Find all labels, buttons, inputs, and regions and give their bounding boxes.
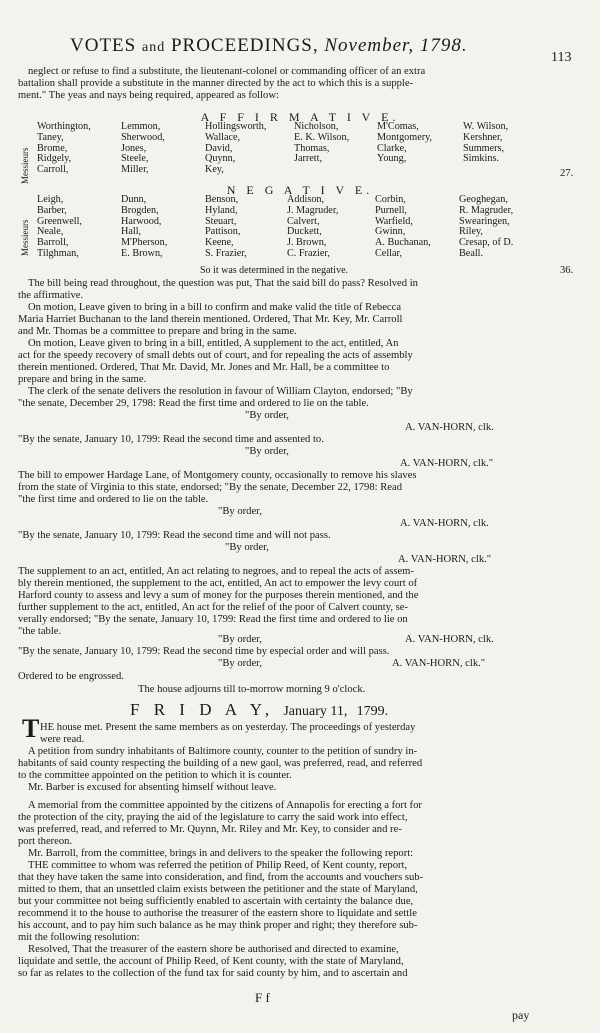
vote-name: A. Buchanan, [375, 237, 431, 249]
vote-name: Taney, [37, 131, 64, 143]
vote-name: Summers, [463, 142, 505, 154]
text-line: from the state of Virginia to this state, endorsed; "By the senate, December 22, 1798: Read [18, 482, 402, 493]
text-line: verally endorsed; "By the senate, January 10, 1799: Read the first time and ordered to lie on [18, 614, 408, 625]
vote-name: Barber, [37, 204, 67, 216]
text-line: Harford county to assess and levy a sum of money for the purposes therein mentioned, and the [18, 590, 419, 601]
vote-name: Brogden, [121, 204, 159, 216]
vote-column [377, 122, 432, 165]
signature-mark: F f [255, 990, 270, 1005]
vote-name: Miller, [121, 164, 149, 176]
text-line: Maria Harriet Buchanan to the land therein mentioned. Ordered, That Mr. Key, Mr. Carroll [18, 314, 403, 325]
vote-name: C. Frazier, [287, 247, 330, 259]
text-line: "By the senate, January 10, 1799: Read the second time and assented to. [18, 434, 324, 445]
text-line: "By order, [218, 634, 262, 645]
text-line: recommend it to the house to authorise the treasurer of the eastern shore to liquidate and settle [18, 908, 417, 919]
text-line: to the committee appointed on the petition to which it is counter. [18, 770, 292, 781]
messieurs-label: Messieurs [20, 147, 30, 184]
affirmative-heading: A F F I R M A T I V E. [200, 110, 400, 124]
vote-column [375, 195, 431, 260]
running-header [70, 35, 468, 57]
text-line: A. VAN-HORN, clk." [398, 554, 492, 565]
text-line: was preferred, read, and referred to Mr. Quynn, Mr. Riley and Mr. Key, to consider and re- [18, 824, 402, 835]
vote-name: Beall. [459, 247, 484, 259]
text-line: A. VAN-HORN, clk. [400, 518, 489, 529]
text-line: "By order, [218, 506, 262, 517]
text-line: A memorial from the committee appointed by the citizens of Annapolis for erecting a fort for [28, 800, 422, 811]
vote-name: Addison, [287, 194, 325, 205]
vote-name: Key, [205, 164, 224, 176]
vote-name: Clarke, [377, 142, 407, 154]
text-line: habitants of said county respecting the building of a new gaol, was preferred, read, and referred [18, 758, 423, 769]
header-proceedings: PROCEEDINGS, [170, 35, 319, 56]
text-line: Mr. Barroll, from the committee, brings in and delivers to the speaker the following report: [28, 848, 414, 859]
vote-name: Ridgely, [37, 153, 72, 165]
vote-name: E. Brown, [121, 247, 163, 259]
vote-column [459, 195, 513, 260]
vote-name: Keene, [205, 237, 234, 249]
text-line: ment." The yeas and nays being required, appeared as follow: [18, 90, 279, 101]
negative-heading: N E G A T I V E. [226, 183, 374, 197]
friday-heading [130, 700, 388, 720]
vote-name: Cresap, of D. [459, 237, 514, 249]
text-line: Mr. Barber is excused for absenting himself without leave. [28, 782, 277, 793]
page-number: 113 [551, 50, 572, 65]
vote-name: J. Brown, [287, 237, 327, 249]
vote-name: R. Magruder, [459, 204, 514, 216]
vote-name: Jarrett, [294, 153, 323, 165]
vote-name: Hollingsworth, [205, 121, 267, 132]
vote-name: Purnell, [375, 204, 407, 216]
catchword: pay [512, 1008, 530, 1022]
text-line: were read. [40, 734, 85, 745]
vote-name: Dunn, [121, 194, 147, 205]
text-line: The clerk of the senate delivers the resolution in favour of William Clayton, endorsed; "By [28, 386, 413, 397]
vote-column [205, 122, 266, 176]
text-line: the affirmative. [18, 290, 84, 301]
vote-name: W. Wilson, [463, 121, 509, 132]
text-line: act for the speedy recovery of small debts out of court, and for repealing the acts of assembly [18, 350, 413, 361]
vote-name: S. Frazier, [205, 247, 247, 259]
vote-name: Hyland, [205, 204, 238, 216]
text-line: mitted to them, that an unsettled claim exists between the petitioner and the state of Maryland, [18, 884, 418, 895]
vote-name: Nicholson, [294, 121, 339, 132]
text-line: The house adjourns till to-morrow morning 9 o'clock. [138, 684, 366, 695]
vote-name: Barroll, [37, 237, 69, 249]
text-line: further supplement to the act, entitled, An act for the relief of the poor of Calvert county, se- [18, 602, 408, 613]
vote-name: Steele, [121, 153, 149, 165]
vote-name: Young, [377, 153, 407, 165]
text-line: The bill to empower Hardage Lane, of Montgomery county, occasionally to remove his slaves [18, 470, 417, 481]
vote-name: Warfield, [375, 215, 413, 227]
text-line: so far as relates to the collection of the fund tax for said county by him, and to ascertain and [18, 968, 408, 979]
vote-name: Steuart, [205, 215, 237, 227]
text-line: The supplement to an act, entitled, An act relating to negroes, and to repeal the acts of assem- [18, 566, 414, 577]
vote-name: Calvert, [287, 215, 320, 227]
text-line: The bill being read throughout, the question was put, That the said bill do pass? Resolved in [28, 278, 418, 289]
vote-name: Simkins. [463, 153, 499, 165]
text-line: Resolved, That the treasurer of the eastern shore be authorised and directed to examine, [28, 944, 399, 955]
vote-name: Thomas, [294, 142, 330, 154]
text-line: but your committee not being sufficiently enabled to ascertain with certainty the balance due, [18, 896, 414, 907]
text-line: "By order, [225, 542, 269, 553]
vote-name: Duckett, [287, 226, 322, 238]
vote-name: Wallace, [205, 131, 241, 143]
vote-name: Swearingen, [459, 215, 510, 227]
text-line: "the senate, December 29, 1798: Read the first time and ordered to lie on the table. [18, 398, 369, 409]
text-line: "By order, [245, 446, 289, 457]
text-line: and Mr. Thomas be a committee to prepare and bring in the same. [18, 326, 297, 337]
messieurs-label: Messieurs [20, 219, 30, 256]
text-line: bly therein mentioned, the supplement to the act, entitled, An act to empower the levy court of [18, 578, 418, 589]
text-line: A petition from sundry inhabitants of Baltimore county, counter to the petition of sundry in- [28, 746, 418, 757]
vote-name: Cellar, [375, 247, 403, 259]
vote-name: Jones, [121, 142, 147, 154]
vote-column [121, 122, 165, 176]
vote-column [294, 122, 349, 165]
text-line: that they have taken the same into consideration, and find, from the accounts and vouchers sub- [18, 872, 424, 883]
text-line: neglect or refuse to find a substitute, the lieutenant-colonel or commanding officer of an extra [28, 66, 426, 77]
vote-name: Harwood, [121, 215, 162, 227]
vote-column [37, 122, 91, 176]
vote-name: J. Magruder, [287, 204, 339, 216]
text-line: "By order, [218, 658, 262, 669]
text-line: prepare and bring in the same. [18, 374, 147, 385]
text-line: "By order, [245, 410, 289, 421]
text-line: HE house met. Present the same members as on yesterday. The proceedings of yesterday [40, 722, 416, 733]
text-line: therein mentioned. Ordered, That Mr. David, Mr. Jones and Mr. Hall, be a committee to [18, 362, 390, 373]
text-line: battalion shall provide a substitute in the manner directed by the act to which this is a supple- [18, 78, 414, 89]
vote-column [463, 122, 508, 165]
text-line: "By the senate, January 10, 1799: Read the second time by especial order and will pass. [18, 646, 390, 657]
vote-name: Montgomery, [377, 131, 433, 143]
affirmative-count: 27. [560, 168, 574, 179]
header-votes: VOTES [70, 35, 137, 56]
header-date: November, 1798. [324, 35, 468, 56]
vote-name: Geoghegan, [459, 194, 508, 205]
text-line: liquidate and settle, the account of Philip Reed, of Kent county, with the state of Maryland, [18, 956, 404, 967]
vote-name: M'Pherson, [121, 237, 168, 249]
vote-name: Benson, [205, 194, 239, 205]
text-line: "the table. [18, 626, 62, 637]
friday-date: January 11, [283, 704, 348, 719]
text-line: A. VAN-HORN, clk. [405, 422, 494, 433]
text-line: "By the senate, January 10, 1799: Read the second time and will not pass. [18, 530, 331, 541]
vote-column [287, 195, 338, 260]
determined-line: So it was determined in the negative. [200, 265, 349, 276]
vote-name: Sherwood, [121, 131, 165, 143]
text-line: mit the following resolution: [18, 932, 140, 943]
text-line: his account, and to pay him such balance as he may think proper and right; they therefore sub- [18, 920, 418, 931]
vote-name: Hall, [121, 226, 142, 238]
vote-name: Lemmon, [121, 121, 161, 132]
vote-name: Carroll, [37, 164, 69, 176]
vote-name: Gwinn, [375, 226, 406, 238]
text-line: On motion, Leave given to bring in a bill to confirm and make valid the title of Rebecca [28, 302, 402, 313]
vote-name: Kershner, [463, 131, 503, 143]
vote-name: Worthington, [37, 121, 91, 132]
vote-name: Brome, [37, 142, 68, 154]
vote-name: M'Comas, [377, 121, 419, 132]
text-line: On motion, Leave given to bring in a bill, entitled, A supplement to the act, entitled, An [28, 338, 399, 349]
text-line: A. VAN-HORN, clk." [400, 458, 494, 469]
text-line: Ordered to be engrossed. [18, 671, 124, 682]
vote-name: Greenwell, [37, 215, 82, 227]
vote-name: David, [205, 142, 233, 154]
vote-column [121, 195, 167, 260]
text-line: THE committee to whom was referred the petition of Philip Reed, of Kent county, report, [28, 860, 408, 871]
vote-name: Pattison, [205, 226, 241, 238]
vote-name: Riley, [459, 226, 483, 238]
vote-name: Neale, [37, 226, 64, 238]
vote-name: Quynn, [205, 153, 236, 165]
text-line: port thereon. [18, 836, 73, 847]
vote-name: Leigh, [37, 194, 64, 205]
negative-count: 36. [560, 265, 574, 276]
text-line: the protection of the city, praying the aid of the legislature to carry the said work into effect, [18, 812, 408, 823]
vote-name: E. K. Wilson, [294, 131, 350, 143]
vote-name: Tilghman, [37, 247, 79, 259]
header-and: and [141, 40, 166, 55]
text-line: A. VAN-HORN, clk. [405, 634, 494, 645]
friday-year: 1799. [356, 704, 389, 719]
vote-name: Corbin, [375, 194, 406, 205]
text-line: "the first time and ordered to lie on the table. [18, 494, 209, 505]
text-line: A. VAN-HORN, clk." [392, 658, 486, 669]
vote-column [37, 195, 82, 260]
friday-day: F R I D A Y, [130, 700, 275, 719]
vote-column [205, 195, 247, 260]
drop-cap: T [22, 714, 40, 743]
